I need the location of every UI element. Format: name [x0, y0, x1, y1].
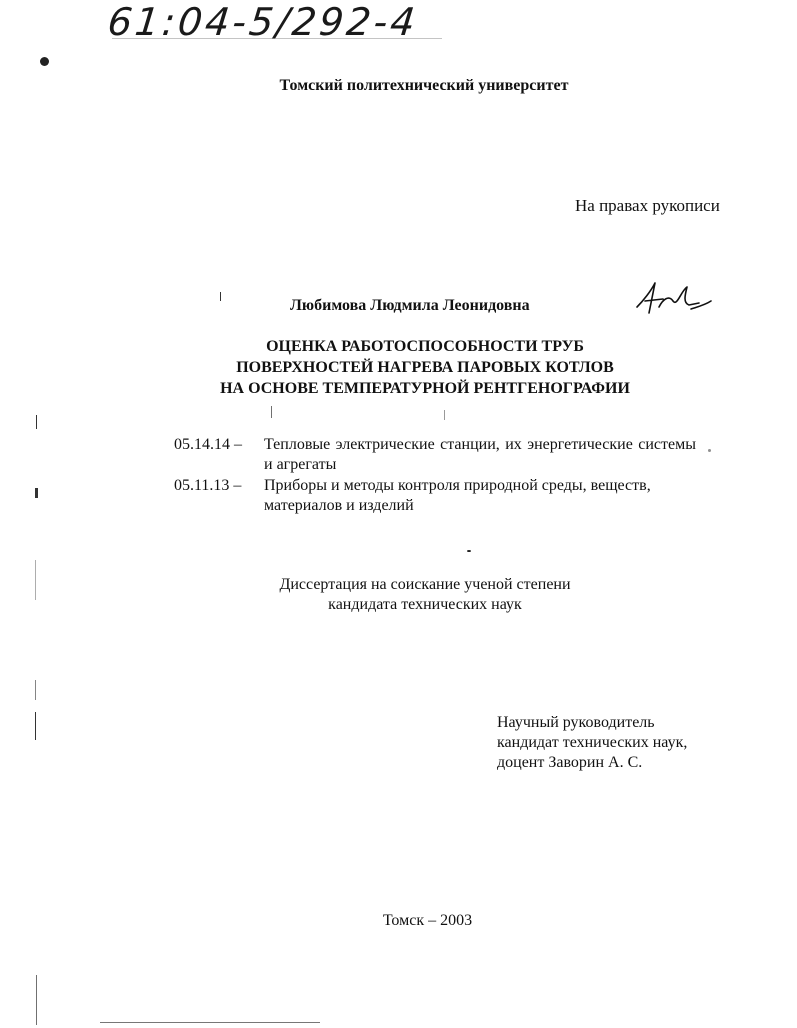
- handwritten-catalog-number: 61:04-5/292-4: [105, 0, 420, 44]
- scan-mark: [36, 975, 37, 1025]
- scan-mark: [36, 415, 37, 429]
- supervisor-line: кандидат технических наук,: [497, 734, 688, 751]
- scan-line: [112, 38, 442, 39]
- scan-speck: [40, 57, 49, 66]
- degree-line: Диссертация на соискание ученой степени: [279, 576, 571, 593]
- scan-mark: [444, 410, 445, 420]
- title-line: НА ОСНОВЕ ТЕМПЕРАТУРНОЙ РЕНТГЕНОГРАФИИ: [220, 380, 630, 397]
- university-name: Томский политехнический университет: [279, 77, 569, 94]
- scan-mark: [271, 406, 272, 418]
- scan-mark: [35, 712, 36, 740]
- scan-speck: [708, 449, 711, 452]
- specialty-description: Тепловые электрические станции, их энергетические системы и агрегаты: [264, 436, 696, 473]
- specialty-item: [174, 435, 704, 475]
- signature-icon: [633, 277, 713, 322]
- scan-line: [100, 1022, 320, 1023]
- title-line: ПОВЕРХНОСТЕЙ НАГРЕВА ПАРОВЫХ КОТЛОВ: [236, 359, 614, 376]
- scan-mark: [220, 292, 221, 301]
- scan-mark: [35, 560, 36, 600]
- city-and-year: Томск – 2003: [382, 912, 473, 929]
- specialty-code: 05.11.13 –: [174, 477, 242, 494]
- dissertation-title: [150, 336, 700, 399]
- scan-mark: [35, 680, 36, 700]
- scan-mark: [35, 488, 38, 498]
- supervisor-line: доцент Заворин А. С.: [497, 754, 643, 771]
- supervisor-block: [497, 713, 687, 773]
- supervisor-line: Научный руководитель: [497, 714, 655, 731]
- scan-speck: [467, 550, 471, 552]
- author-name: Любимова Людмила Леонидовна: [290, 297, 530, 314]
- title-line: ОЦЕНКА РАБОТОСПОСОБНОСТИ ТРУБ: [266, 338, 584, 355]
- specialty-description: Приборы и методы контроля природной среды, веществ, материалов и изделий: [264, 477, 651, 514]
- manuscript-rights-note: На правах рукописи: [575, 196, 720, 215]
- specialty-code: 05.14.14 –: [174, 436, 242, 453]
- specialty-item: [174, 476, 704, 516]
- degree-statement: [225, 575, 625, 615]
- degree-line: кандидата технических наук: [328, 596, 522, 613]
